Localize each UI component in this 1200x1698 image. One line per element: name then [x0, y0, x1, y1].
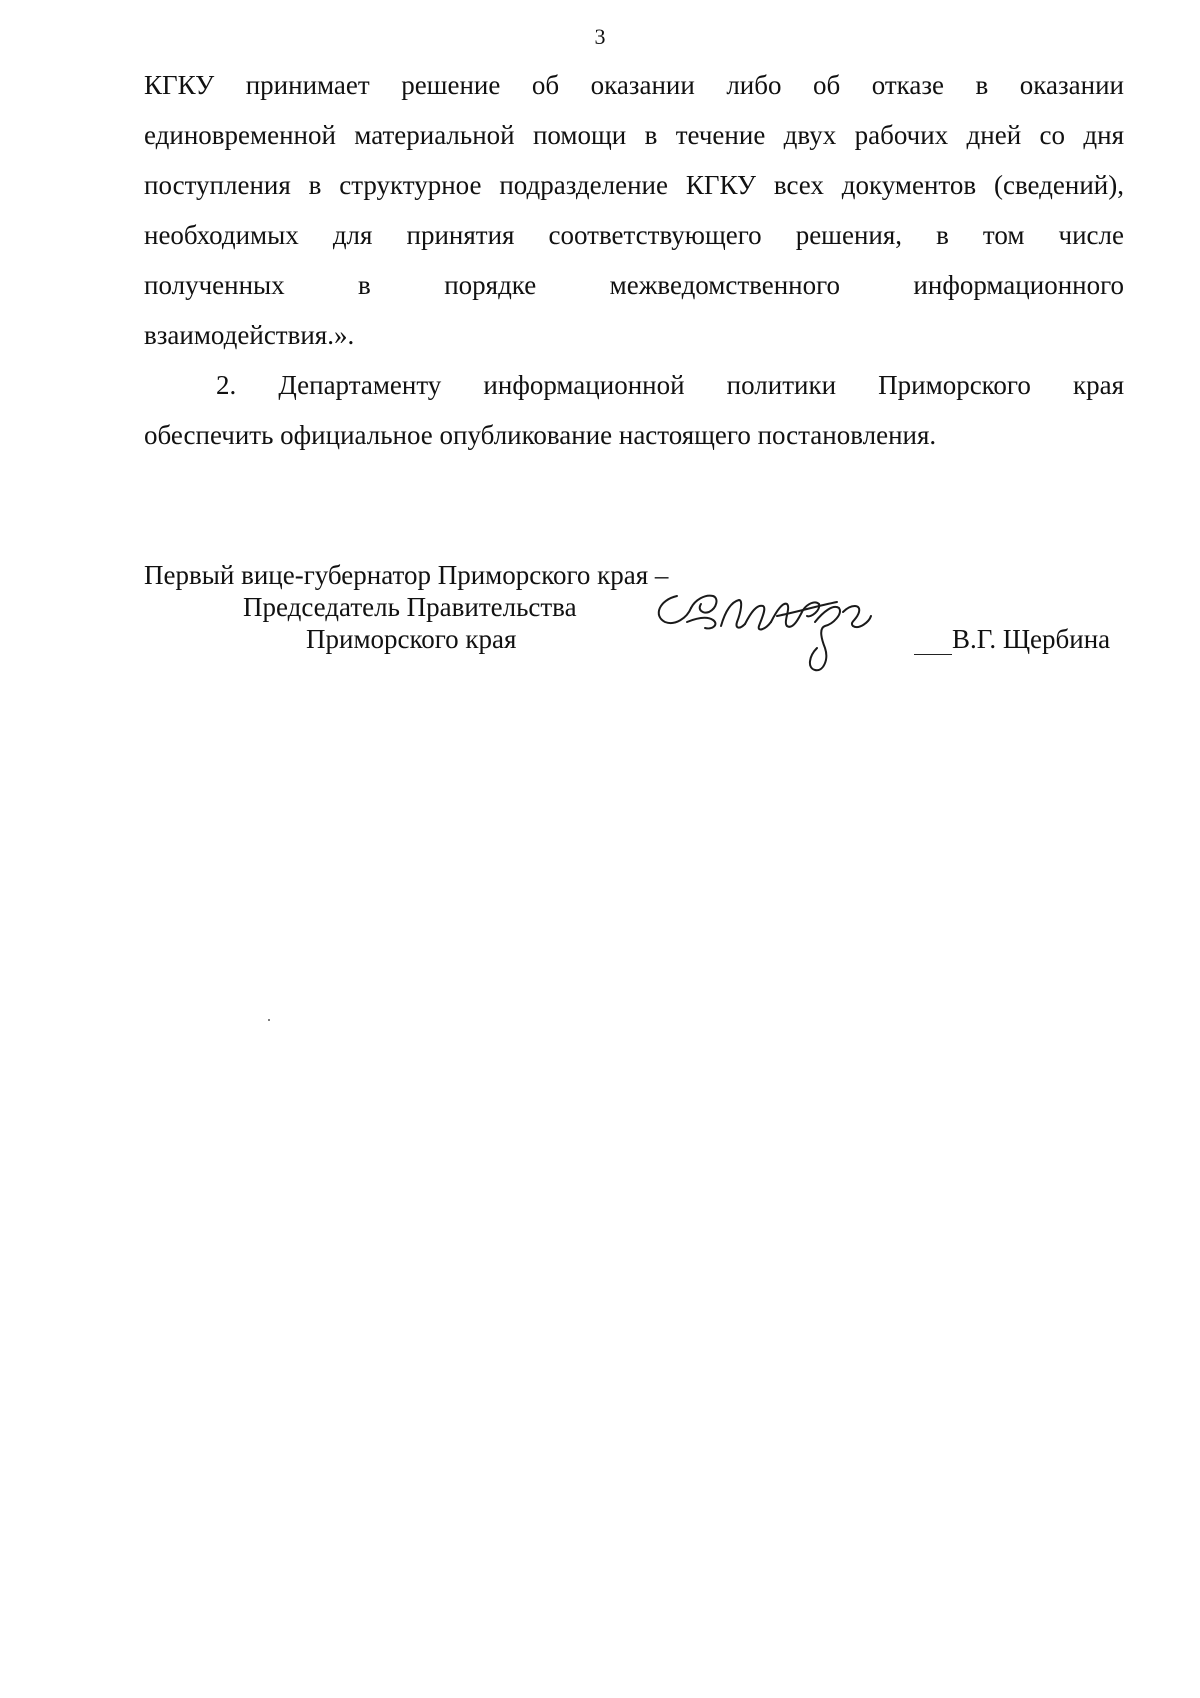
handwritten-signature	[647, 582, 897, 680]
signature-block	[144, 560, 1134, 700]
text-line: КГКУ принимает решение об оказании либо об отказе в оказании	[144, 70, 1124, 100]
signer-title-line-2: Председатель Правительства	[243, 592, 577, 622]
signer-title-line-3: Приморского края	[306, 624, 517, 654]
paragraph-publication	[144, 360, 1124, 460]
signer-title-line-1: Первый вице-губернатор Приморского края –	[144, 560, 669, 590]
text-line: поступления в структурное подразделение КГКУ всех документов (сведений),	[144, 170, 1124, 200]
text-line: взаимодействия.».	[144, 320, 355, 350]
signature-underline	[914, 654, 952, 655]
text-line: полученных в порядке межведомственного информационного	[144, 270, 1124, 300]
signer-name: В.Г. Щербина	[952, 624, 1111, 654]
document-body	[144, 60, 1124, 460]
text-line: обеспечить официальное опубликование настоящего постановления.	[144, 420, 937, 450]
text-line: единовременной материальной помощи в течение двух рабочих дней со дня	[144, 120, 1124, 150]
page-number: 3	[594, 24, 606, 49]
text-line: 2. Департаменту информационной политики Приморского края	[216, 370, 1124, 400]
text-line: необходимых для принятия соответствующего решения, в том числе	[144, 220, 1124, 250]
paragraph-decision-terms	[144, 60, 1124, 360]
scan-speck	[268, 1019, 270, 1021]
